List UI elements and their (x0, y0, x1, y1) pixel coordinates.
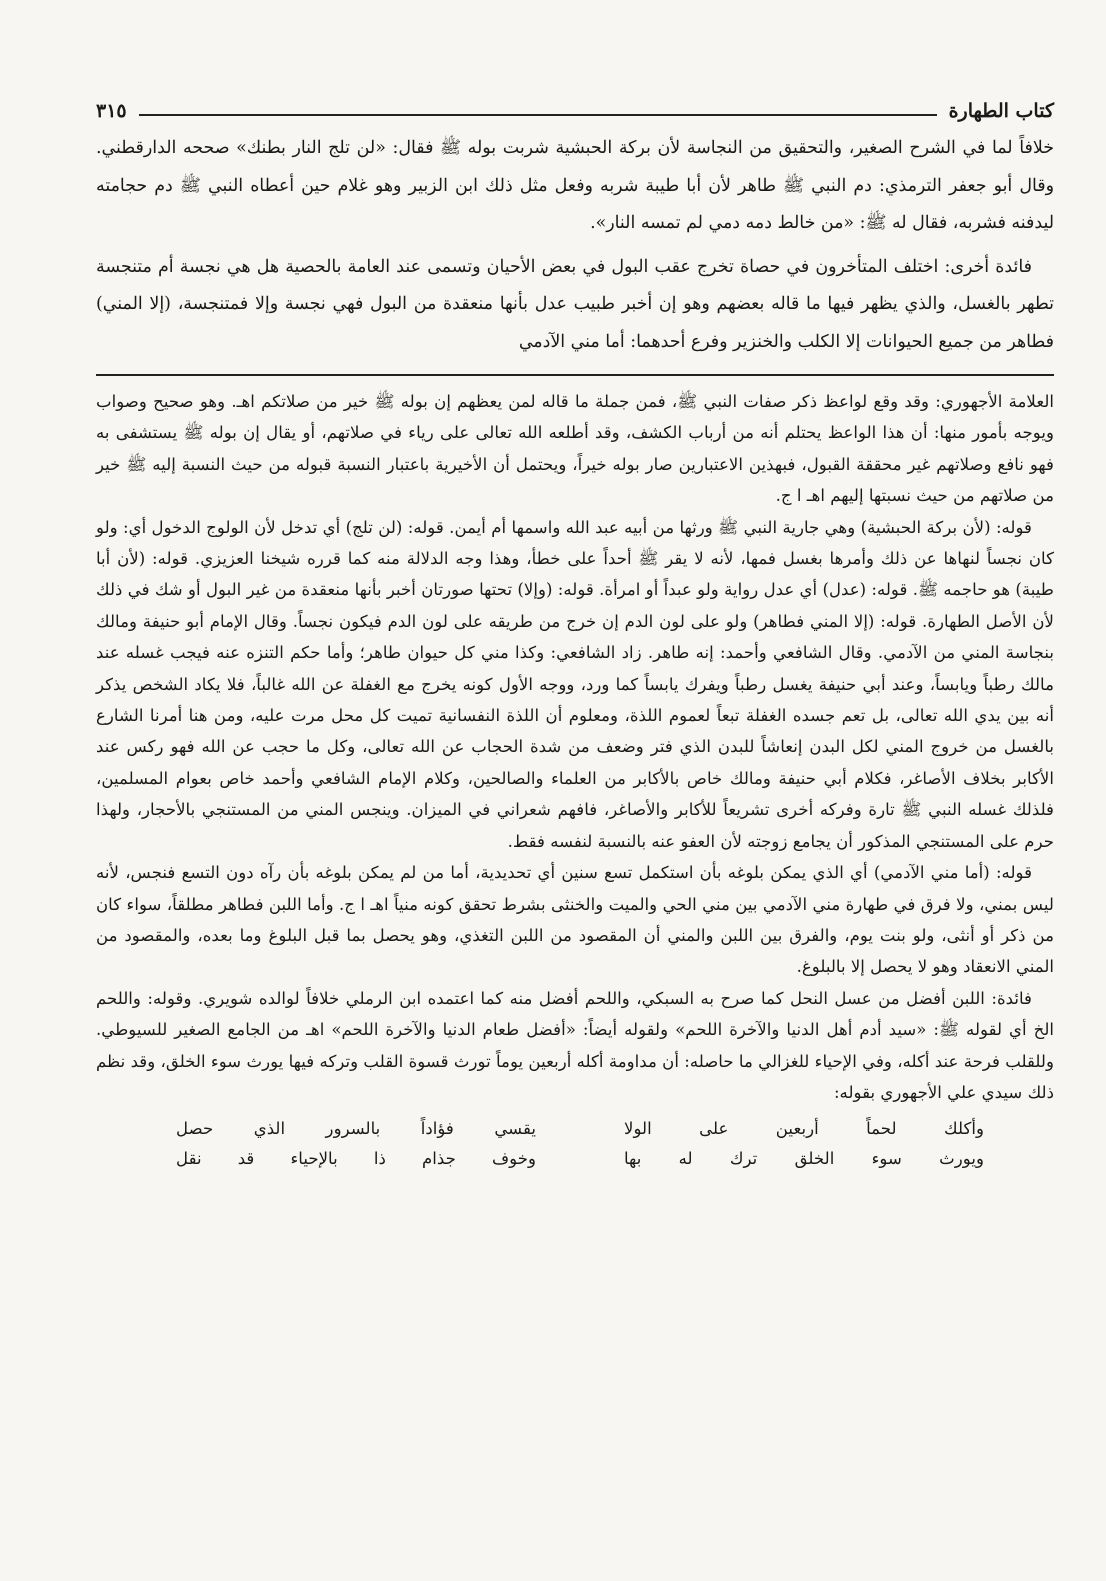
poem-line (96, 1144, 1054, 1174)
main-paragraph: خلافاً لما في الشرح الصغير، والتحقيق من النجاسة لأن بركة الحبشية شربت بوله ﷺ فقال: «لن تلج النار بطنك» صححه الدارقطني. وقال أبو جعفر الترمذي: دم النبي ﷺ طاهر لأن أبا طيبة شربه وفعل مثل ذلك ابن الزبير وهو غلام حين أعطاه النبي ﷺ دم حجامته ليدفنه فشربه، فقال له ﷺ: «من خالط دمه دمي لم تمسه النار». (96, 138, 1054, 233)
commentary-text (96, 386, 1054, 1108)
poem-first-hemistich: وأكلك لحماً أربعين على الولا (624, 1119, 984, 1139)
poem-second-hemistich: وخوف جذام ذا بالإحياء قد نقل (176, 1149, 536, 1169)
commentary-paragraph: العلامة الأجهوري: وقد وقع لواعظ ذكر صفات النبي ﷺ، فمن جملة ما قاله لمن يعظهم إن بوله ﷺ خير من صلاتكم اهـ. وهو صحيح وصواب ويوجه بأمور منها: أن هذا الواعظ يحتلم أنه من أرباب الكشف، وقد أطلعه الله تعالى على رياء في صلاتهم، أو يقال إن بوله ﷺ يستشفى به فهو نافع وصلاتهم غير محققة القبول، فبهذين الاعتبارين صار بوله خيراً، ويحتمل أن الأخيرية باعتبار النسبة قبوله من حيث النسبة إليه ﷺ خير من صلاتهم من حيث نسبتها إليهم اهـ ا ج. (96, 392, 1054, 506)
commentary-paragraph: فائدة: اللبن أفضل من عسل النحل كما صرح به السبكي، واللحم أفضل منه كما اعتمده ابن الرملي خلافاً لوالده شويري. وقوله: واللحم الخ أي لقوله ﷺ: «سيد أدم أهل الدنيا والآخرة اللحم» ولقوله أيضاً: «أفضل طعام الدنيا والآخرة اللحم» اهـ من الجامع الصغير للسيوطي. وللقلب فرحة عند أكله، وفي الإحياء للغزالي ما حاصله: أن مداومة أكله أربعين يوماً تورث قسوة القلب وتركه فيها يورث سوء الخلق، وقد نظم ذلك سيدي علي الأجهوري بقوله: (96, 988, 1054, 1102)
poem (96, 1114, 1054, 1174)
commentary-paragraph: قوله: (أما مني الآدمي) أي الذي يمكن بلوغه بأن استكمل تسع سنين أي تحديدية، أما من لم يمكن بلوغه بأن رآه دون التسع فنجس، لأنه ليس بمني، ولا فرق في طهارة مني الآدمي بين مني الحي والميت والخنثى بشرط تحقق كونه منياً اهـ ا ج. وأما اللبن فطاهر مطلقاً، سواء كان من ذكر أو أنثى، ولو بنت يوم، والفرق بين اللبن والمني أن المقصود من اللبن التغذي، وهو يحصل بما قبل البلوغ وما بعده، والمقصود من المني الانعقاد وهو لا يحصل إلا بالبلوغ. (96, 863, 1054, 977)
running-title: كتاب الطهارة (948, 100, 1054, 122)
page-header (96, 88, 1054, 122)
main-text (96, 130, 1054, 361)
poem-line (96, 1114, 1054, 1144)
poem-second-hemistich: يقسي فؤاداً بالسرور الذي حصل (176, 1119, 536, 1139)
book-page (96, 88, 1054, 1174)
header-rule (139, 114, 937, 116)
main-paragraph: فائدة أخرى: اختلف المتأخرون في حصاة تخرج عقب البول في بعض الأحيان وتسمى عند العامة بالحصية هل هي نجسة أم متنجسة تطهر بالغسل، والذي يظهر فيها ما قاله بعضهم وهو إن أخبر طبيب عدل بأنها منعقدة من البول فهي نجسة وإلا فمتنجسة، (إلا المني) فطاهر من جميع الحيوانات إلا الكلب والخنزير وفرع أحدهما: أما مني الآدمي (96, 256, 1054, 352)
text-commentary-divider (96, 374, 1054, 376)
commentary-paragraph: قوله: (لأن بركة الحبشية) وهي جارية النبي ﷺ ورثها من أبيه عبد الله واسمها أم أيمن. قوله: (لن تلج) أي تدخل لأن الولوج الدخول أي: ولو كان نجساً لنهاها عن ذلك وأمرها بغسل فمها، لأنه لا يقر ﷺ أحداً على خطأ، وهذا وجه الدلالة منه كما قرره شيخنا العزيزي. قوله: (لأن أبا طيبة) هو حاجمه ﷺ. قوله: (عدل) أي عدل رواية ولو عبداً أو امرأة. قوله: (وإلا) تحتها صورتان أخبر بأنها منعقدة من غير البول أو شك في ذلك لأن الأصل الطهارة. قوله: (إلا المني فطاهر) ولو على لون الدم إن خرج من طريقه على لون الدم فيكون نجساً. وقال الإمام أبو حنيفة ومالك بنجاسة المني من الآدمي. وقال الشافعي وأحمد: إنه طاهر. زاد الشافعي: وكذا مني كل حيوان طاهر؛ وأما حكم التنزه عنه فيجب غسله عند مالك رطباً ويابساً، وعند أبي حنيفة يغسل رطباً ويفرك يابساً كما ورد، ووجه الأول كونه يخرج مع الغفلة عن الله غالباً، فلا يكاد الشخص يذكر أنه بين يدي الله تعالى، بل تعم جسده الغفلة تبعاً لعموم اللذة، ومعلوم أن اللذة النفسانية تميت كل محل مرت عليه، ومن هنا أمرنا الشارع بالغسل من خروج المني لكل البدن إنعاشاً للبدن الذي فتر وضعف من شدة الحجاب عن الله تعالى، وكل ما حجب عن الله فهو ركس عند الأكابر بخلاف الأصاغر، فكلام أبي حنيفة ومالك خاص بالأكابر من العلماء والصالحين، وكلام الإمام الشافعي وأحمد خاص بعوام المسلمين، فلذلك غسله النبي ﷺ تارة وفركه أخرى تشريعاً للأكابر والأصاغر، فافهم شعراني في الميزان. وينجس المني من المستنجي بالأحجار، ولهذا حرم على المستنجي المذكور أن يجامع زوجته لأن العفو عنه بالنسبة لنفسه فقط. (96, 517, 1054, 851)
poem-first-hemistich: ويورث سوء الخلق ترك له بها (624, 1149, 984, 1169)
page-number: ٣١٥ (96, 100, 127, 122)
